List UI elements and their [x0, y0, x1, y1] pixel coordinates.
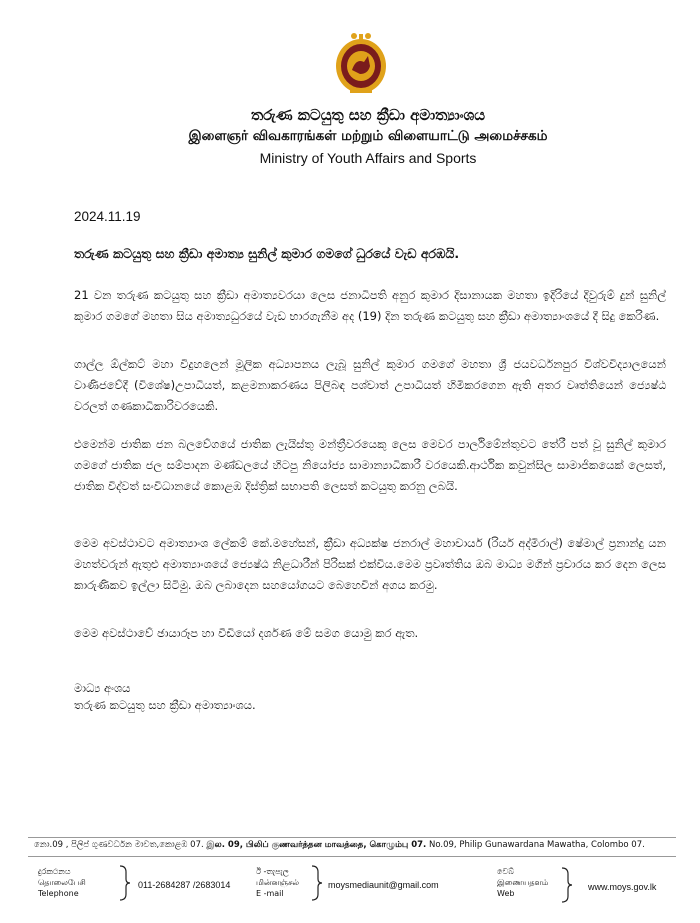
- telephone-label-en: Telephone: [38, 889, 79, 898]
- web-label-ta: இணையதளம்: [497, 878, 549, 887]
- signature-ministry: තරුණ කටයුතු සහ ක්‍රීඩා අමාත්‍යාංශය.: [74, 698, 256, 712]
- press-release-title: තරුණ කටයුතු සහ ක්‍රීඩා අමාත්‍ය සුනිල් කුමාර ගමගේ ධුරයේ වැඩ අරඹයි.: [74, 246, 460, 261]
- telephone-label-ta: தொலைபேசி: [38, 878, 86, 887]
- telephone-value: 011-2684287 /2683014: [138, 880, 231, 890]
- email-label-en: E -mail: [256, 889, 284, 898]
- email-value[interactable]: moysmediaunit@gmail.com: [328, 880, 439, 890]
- ministry-name-english: Ministry of Youth Affairs and Sports: [259, 150, 477, 166]
- paragraph-4: මෙම අවස්ථාවට අමාත්‍යාංශ ලේකම් කේ.මහේසන්, ක්‍රීඩා අධ්‍යක්ෂ ජනරාල් මහාචාර්ය (රියර් අද්මිරාල්) ෂේමාල් ප්‍රනාන්දු යන මහත්වරුන් ඇතුළු අමාත්‍යාංශයේ ජ්‍යෙෂ්ඨ නිළධාරීන් පිරිසක් එක්විය.මෙම ප්‍රවෘත්තිය ඔබ මාධ්‍ය මගින් ප්‍රචාරය කර දෙන ලෙස කාරුණිකව ඉල්ලා සිටිමු. ඔබ ලබාදෙන සහයෝගයට බෙහෙවින් අගය කරමු.: [74, 536, 666, 592]
- paragraph-2: ගාල්ල ඕල්කට් මහා විදුහලෙන් මූලික අධ්‍යාපනය ලැබූ සුනිල් කුමාර ගමගේ මහතා ශ්‍රී ජයවර්ධනපුර විශ්වවිද්‍යාලයෙන් වාණිජවේදී (විශේෂ)උපාධියත්, කළමනාකරණය පිලිබඳ පශ්චාත් උපාධියත් හිමිකරගෙන ඇති අතර වෘත්තියෙන් ජ්‍යෙෂ්ඨ වරලත් ගණකාධිකාරිවරයෙකි.: [74, 357, 666, 413]
- web-value[interactable]: www.moys.gov.lk: [588, 882, 657, 892]
- press-release-date: 2024.11.19: [74, 209, 141, 224]
- footer-divider-top: [28, 837, 676, 838]
- email-label-ta: மின்னஞ்சல்: [256, 878, 300, 887]
- ministry-name-tamil: இளைஞர் விவகாரங்கள் மற்றும் விளையாட்டு அமைச்சகம்: [188, 128, 548, 144]
- email-label-si: ඊ -තැපැල: [256, 867, 289, 876]
- telephone-label: [38, 866, 86, 899]
- footer-divider-bottom: [28, 856, 676, 857]
- telephone-label-si: දුරකථනය: [38, 867, 71, 876]
- sri-lanka-emblem-icon: [332, 26, 390, 98]
- address-sinhala: නො.09 , පිලිප් ගුණවර්ධන මාවත,කොළඹ 07.: [34, 840, 204, 850]
- brace-icon: [118, 864, 132, 902]
- paragraph-3: එමෙන්ම ජාතික ජන බලවේගයේ ජාතික ලැයිස්තු මන්ත්‍රීවරයෙකු ලෙස මෙවර පාර්ලිමේන්තුවට තේරී පත් වූ සුනිල් කුමාර ගමගේ ජාතික ජල සම්පාදන මණ්ඩලයේ හිටපු නියෝජ්‍ය සාමාන්‍යාධිකාරී වරයෙකි.ආර්ථික කවුන්සිල සාමාජිකයෙක් ලෙසත්, ජාතික විද්වත් සංවිධානයේ කොළඹ දිස්ත්‍රික් සභාපති ලෙසත් කටයුතු කරනු ලබයි.: [74, 437, 666, 493]
- paragraph-1: 21 වන තරුණ කටයුතු සහ ක්‍රීඩා අමාත්‍යවරයා ලෙස ජනාධිපති අනුර කුමාර දිසානායක මහතා ඉදිරියේ දිවුරුම් දුන් සුනිල් කුමාර ගමගේ මහතා සිය අමාත්‍යධුරයේ වැඩ භාරගැනීම අද (19) දින තරුණ කටයුතු සහ ක්‍රීඩා අමාත්‍යාංශයේ දී සිදු කෙරිණ.: [74, 288, 666, 323]
- address-tamil: இல. 09, பிலிப் குணவர்த்தன மாவத்தை, கொழும்பு 07.: [206, 840, 427, 850]
- email-label: [256, 866, 299, 899]
- web-label-si: වෙබ්: [497, 867, 514, 876]
- address-english: No.09, Philip Gunawardana Mawatha, Colombo 07.: [428, 840, 645, 850]
- footer-address: [34, 840, 684, 851]
- web-label: [497, 866, 548, 899]
- signature-division: මාධ්‍ය අංශය: [74, 681, 131, 695]
- brace-icon: [310, 864, 324, 902]
- paragraph-5: මෙම අවස්ථාවේ ඡායාරූප හා වීඩියෝ දර්ශණ මේ සමග යොමු කර ඇත.: [74, 626, 419, 640]
- brace-icon: [560, 866, 574, 904]
- ministry-name-sinhala: තරුණ කටයුතු සහ ක්‍රීඩා අමාත්‍යාංශය: [250, 106, 486, 124]
- web-label-en: Web: [497, 889, 515, 898]
